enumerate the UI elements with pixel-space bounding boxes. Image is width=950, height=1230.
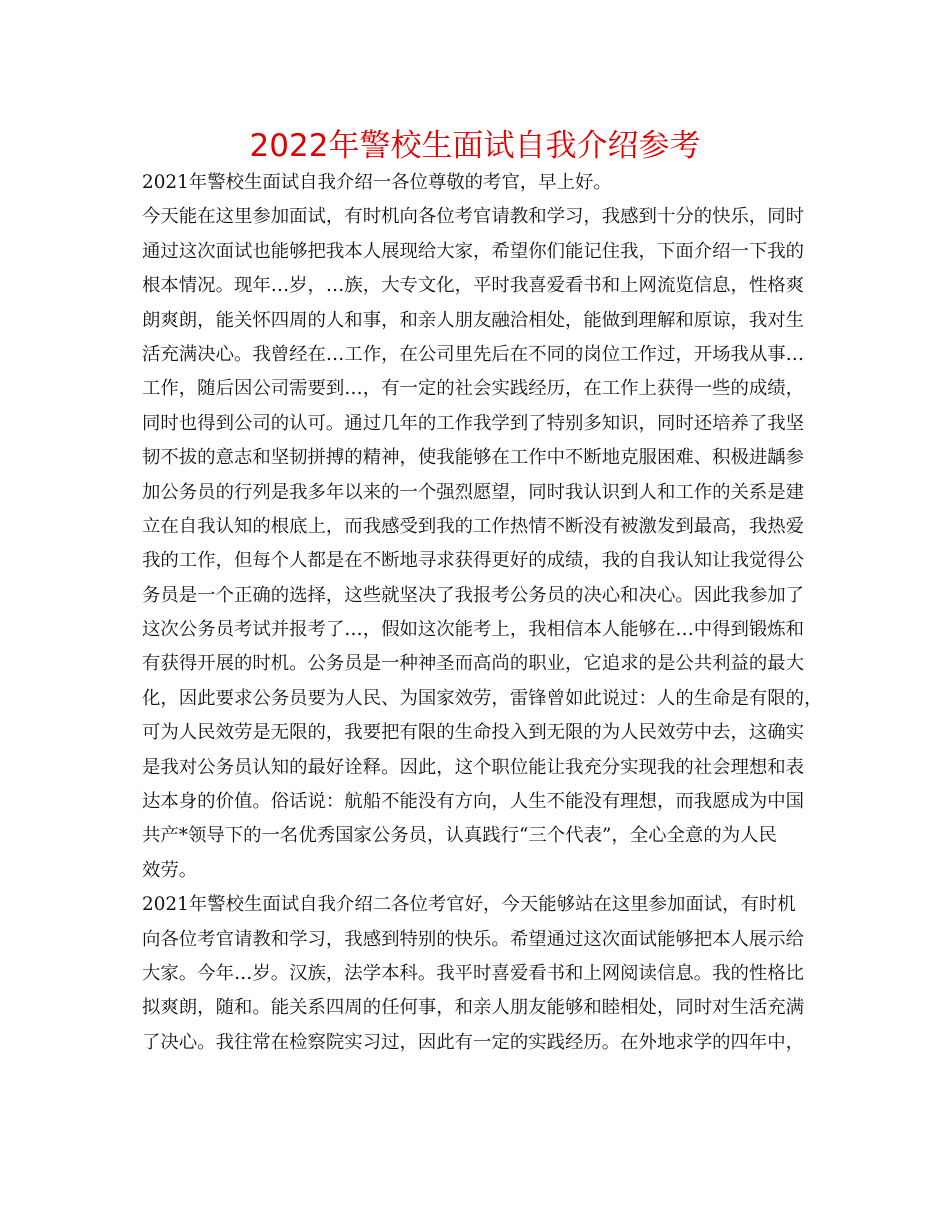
body-line: 化，因此要求公务员要为人民、为国家效劳，雷锋曾如此说过：人的生命是有限的， — [142, 687, 823, 709]
body-line: 达本身的价值。俗话说：航船不能没有方向，人生不能没有理想，而我愿成为中国 — [142, 791, 805, 813]
document-title: 2022年警校生面试自我介绍参考 — [249, 128, 701, 164]
body-line: 了决心。我往常在检察院实习过，因此有一定的实践经历。在外地求学的四年中， — [142, 1031, 805, 1053]
body-line: 朗爽朗，能关怀四周的人和事，和亲人朋友融洽相处，能做到理解和原谅，我对生 — [142, 309, 805, 331]
body-line: 共产*领导下的一名优秀国家公务员，认真践行“三个代表”，全心全意的为人民 — [142, 825, 777, 847]
body-line: 2021年警校生面试自我介绍一各位尊敬的考官，早上好。 — [142, 172, 612, 193]
body-line: 大家。今年…岁。汉族，法学本科。我平时喜爱看书和上网阅读信息。我的性格比 — [142, 962, 805, 984]
body-line: 韧不拔的意志和坚韧拼搏的精神，使我能够在工作中不断地克服困难、积极进龋参 — [142, 447, 805, 469]
body-line: 工作，随后因公司需要到…，有一定的社会实践经历，在工作上获得一些的成绩， — [142, 378, 805, 400]
body-line: 2021年警校生面试自我介绍二各位考官好，今天能够站在这里参加面试，有时机 — [142, 894, 796, 916]
body-line: 务员是一个正确的选择，这些就坚决了我报考公务员的决心和决心。因此我参加了 — [142, 584, 805, 606]
body-line: 效劳。 — [142, 859, 198, 881]
body-line: 我的工作，但每个人都是在不断地寻求获得更好的成绩，我的自我认知让我觉得公 — [142, 550, 805, 572]
body-line: 可为人民效劳是无限的，我要把有限的生命投入到无限的为人民效劳中去，这确实 — [142, 722, 805, 744]
body-line: 立在自我认知的根底上，而我感受到我的工作热情不断没有被激发到最高，我热爱 — [142, 515, 805, 537]
body-line: 同时也得到公司的认可。通过几年的工作我学到了特别多知识，同时还培养了我坚 — [142, 412, 805, 434]
document-body — [142, 166, 832, 1060]
body-line: 活充满决心。我曾经在…工作，在公司里先后在不同的岗位工作过，开场我从事… — [142, 343, 805, 365]
body-line: 拟爽朗，随和。能关系四周的任何事，和亲人朋友能够和睦相处，同时对生活充满 — [142, 997, 805, 1019]
body-line: 今天能在这里参加面试，有时机向各位考官请教和学习，我感到十分的快乐，同时 — [142, 206, 805, 228]
body-line: 向各位考官请教和学习，我感到特别的快乐。希望通过这次面试能够把本人展示给 — [142, 928, 805, 950]
body-line: 根本情况。现年…岁，…族，大专文化，平时我喜爱看书和上网流览信息，性格爽 — [142, 275, 805, 297]
body-line: 这次公务员考试并报考了…，假如这次能考上，我相信本人能够在…中得到锻炼和 — [142, 619, 805, 641]
body-line: 通过这次面试也能够把我本人展现给大家，希望你们能记住我，下面介绍一下我的 — [142, 240, 805, 262]
body-line: 有获得开展的时机。公务员是一种神圣而高尚的职业，它追求的是公共利益的最大 — [142, 653, 805, 675]
body-line: 加公务员的行列是我多年以来的一个强烈愿望，同时我认识到人和工作的关系是建 — [142, 481, 805, 503]
body-line: 是我对公务员认知的最好诠释。因此，这个职位能让我充分实现我的社会理想和表 — [142, 756, 805, 778]
